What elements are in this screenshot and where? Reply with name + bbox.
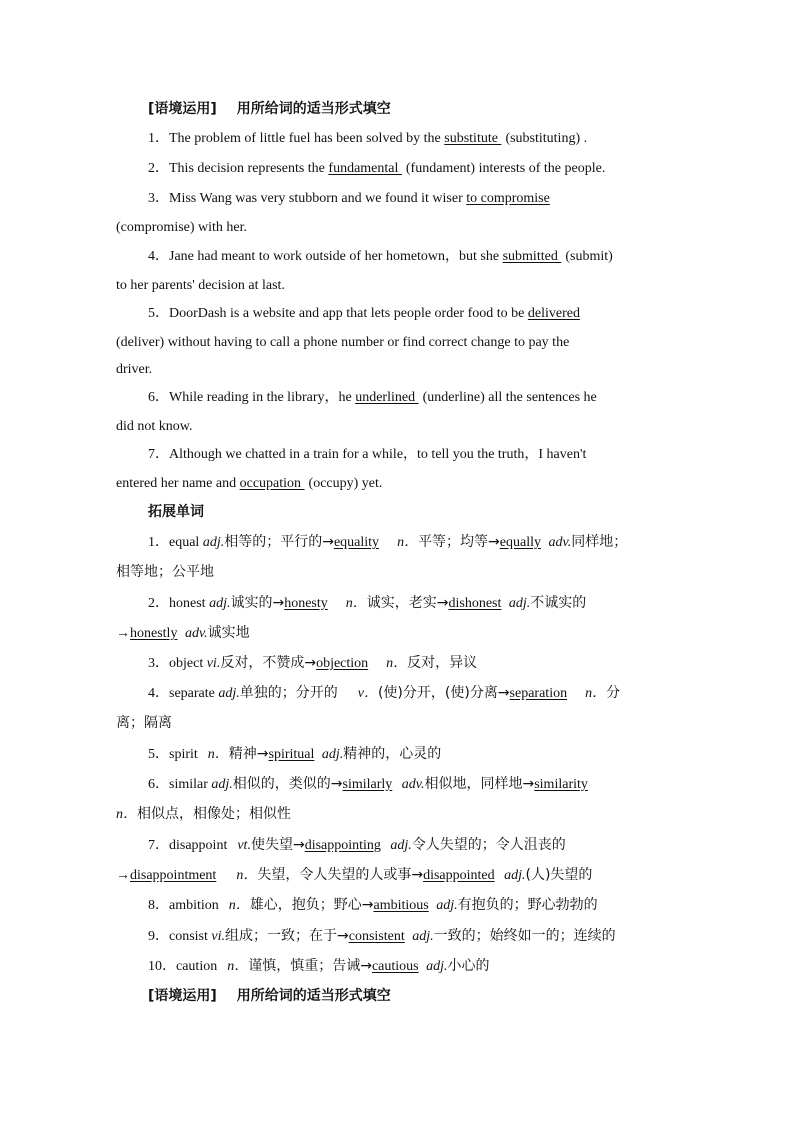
item-text: Jane had meant to work outside of her hometown，but she xyxy=(169,249,503,264)
answer-blank: disappointment xyxy=(130,868,217,883)
definition: 相似点，相像处；相似性 xyxy=(137,806,291,822)
exercise-item-7 xyxy=(148,446,586,464)
exercise-item-4 xyxy=(148,248,613,266)
item-number: 2． xyxy=(148,596,169,611)
exercise-item-6-cont: did not know. xyxy=(116,419,193,434)
item-text: The problem of little fuel has been solved by the xyxy=(169,131,445,146)
definition: (使)分开，(使)分离→ xyxy=(377,685,510,701)
answer-blank: to compromise xyxy=(466,191,550,206)
part-of-speech: n． xyxy=(228,898,250,913)
item-text: entered her name and xyxy=(116,476,240,491)
item-text: This decision represents the xyxy=(169,161,329,176)
item-number: 9． xyxy=(148,929,169,944)
definition: 失望，令人失望的人或事→ xyxy=(257,867,424,883)
exercise-item-2 xyxy=(148,160,605,178)
definition: 组成；一致；在于→ xyxy=(225,928,349,944)
answer-blank: occupation xyxy=(239,476,305,491)
part-of-speech: n． xyxy=(397,535,419,550)
part-of-speech: n． xyxy=(116,807,137,822)
headword: ambition xyxy=(169,898,219,913)
item-number: 7． xyxy=(148,838,169,853)
answer-blank: submitted xyxy=(502,249,562,264)
headword: object xyxy=(169,656,204,671)
section-header-context xyxy=(148,100,391,118)
definition: 反对，不赞成→ xyxy=(220,655,317,671)
part-of-speech: vi. xyxy=(206,656,221,671)
word-family-item-6 xyxy=(148,775,594,794)
definition: 小心的 xyxy=(447,958,490,974)
definition: 反对，异议 xyxy=(407,655,478,671)
answer-blank: delivered xyxy=(527,306,580,321)
answer-blank: consistent xyxy=(348,929,405,944)
item-number: 6． xyxy=(148,777,169,792)
part-of-speech: adj. xyxy=(508,596,531,611)
headword: honest xyxy=(169,596,206,611)
word-family-item-4-cont: 离；隔离 xyxy=(116,715,172,731)
item-number: 10． xyxy=(148,959,176,974)
word-family-item-10 xyxy=(148,957,490,976)
section-header-task: 用所给词的适当形式填空 xyxy=(236,101,391,117)
word-family-item-9 xyxy=(148,927,616,946)
definition: 精神的，心灵的 xyxy=(343,746,442,762)
exercise-item-7-cont xyxy=(116,475,382,493)
answer-blank: equally xyxy=(499,535,542,550)
word-family-item-3 xyxy=(148,654,477,673)
definition: 有抱负的；野心勃勃的 xyxy=(457,897,598,913)
item-number: 8． xyxy=(148,898,169,913)
answer-blank: underlined xyxy=(355,390,419,405)
part-of-speech: adj. xyxy=(426,959,448,974)
part-of-speech: vi. xyxy=(211,929,225,944)
exercise-item-4-cont: to her parents' decision at last. xyxy=(116,278,285,293)
headword: consist xyxy=(169,929,208,944)
arrow: → xyxy=(116,868,130,883)
item-number: 3． xyxy=(148,191,169,206)
item-number: 1． xyxy=(148,535,169,550)
part-of-speech: adv. xyxy=(184,626,208,641)
item-number: 4． xyxy=(148,686,169,701)
part-of-speech: adj. xyxy=(211,777,233,792)
part-of-speech: n． xyxy=(585,686,607,701)
definition: 同样地； xyxy=(571,534,628,550)
item-number: 5． xyxy=(148,306,169,321)
definition: 不诚实的 xyxy=(530,595,587,611)
item-number: 5． xyxy=(148,747,169,762)
part-of-speech: n． xyxy=(345,596,367,611)
section-header-bracket: [语境运用] xyxy=(148,988,217,1004)
answer-blank: equality xyxy=(333,535,380,550)
definition: 诚实，老实→ xyxy=(366,595,449,611)
exercise-item-5-cont2: driver. xyxy=(116,362,153,377)
headword: separate xyxy=(169,686,215,701)
exercise-item-5-cont: (deliver) without having to call a phone number or find correct change to pay the xyxy=(116,335,570,350)
part-of-speech: vt. xyxy=(237,838,251,853)
word-family-item-7-cont xyxy=(116,866,592,885)
part-of-speech: v． xyxy=(357,686,378,701)
definition: 相等的；平行的→ xyxy=(224,534,334,550)
part-of-speech: adj. xyxy=(218,686,240,701)
answer-blank: objection xyxy=(316,656,369,671)
section-header-task: 用所给词的适当形式填空 xyxy=(236,988,391,1004)
section-header-bracket: [语境运用] xyxy=(148,101,217,117)
word-family-item-1 xyxy=(148,533,627,552)
item-text: Miss Wang was very stubborn and we found it wiser xyxy=(169,191,467,206)
answer-blank: separation xyxy=(509,686,568,701)
item-number: 2． xyxy=(148,161,169,176)
definition: (人)失望的 xyxy=(525,867,593,883)
answer-blank: substitute xyxy=(444,131,502,146)
answer-blank: disappointing xyxy=(304,838,381,853)
definition: 相似的，类似的→ xyxy=(232,776,343,792)
arrow: → xyxy=(116,626,130,641)
item-text: (underline) all the sentences he xyxy=(422,390,597,405)
part-of-speech: adj. xyxy=(321,747,344,762)
word-family-item-7 xyxy=(148,836,566,855)
answer-blank: ambitious xyxy=(373,898,429,913)
part-of-speech: adj. xyxy=(412,929,434,944)
answer-blank: dishonest xyxy=(448,596,502,611)
definition: 精神→ xyxy=(228,746,269,762)
item-number: 3． xyxy=(148,656,169,671)
word-family-item-2 xyxy=(148,594,586,613)
part-of-speech: n． xyxy=(227,959,249,974)
definition: 单独的；分开的 xyxy=(239,685,338,701)
answer-blank: cautious xyxy=(371,959,419,974)
part-of-speech: adj. xyxy=(390,838,412,853)
definition: 令人失望的；令人沮丧的 xyxy=(411,837,566,853)
word-family-item-5 xyxy=(148,745,441,764)
exercise-item-1 xyxy=(148,130,587,148)
definition: 谨慎，慎重；告诫→ xyxy=(248,958,372,974)
section-header-word-family: 拓展单词 xyxy=(148,504,204,520)
answer-blank: fundamental xyxy=(328,161,402,176)
definition: 分 xyxy=(606,685,621,701)
exercise-item-6 xyxy=(148,389,597,407)
part-of-speech: n． xyxy=(386,656,408,671)
item-text: DoorDash is a website and app that lets people order food to be xyxy=(169,306,528,321)
item-number: 7． xyxy=(148,447,169,462)
item-text: (fundament) interests of the people. xyxy=(405,161,606,176)
definition: 使失望→ xyxy=(250,837,305,853)
part-of-speech: n． xyxy=(236,868,258,883)
headword: equal xyxy=(169,535,200,550)
definition: 雄心，抱负；野心→ xyxy=(249,897,374,913)
definition: 一致的；始终如一的；连续的 xyxy=(433,928,616,944)
word-family-item-8 xyxy=(148,896,598,915)
definition: 诚实的→ xyxy=(230,595,285,611)
answer-blank: honestly xyxy=(130,626,178,641)
part-of-speech: adv. xyxy=(401,777,425,792)
item-number: 1． xyxy=(148,131,169,146)
item-number: 6． xyxy=(148,390,169,405)
definition: 诚实地 xyxy=(207,625,250,641)
item-text: While reading in the library，he xyxy=(169,390,356,405)
word-family-item-4 xyxy=(148,684,620,703)
part-of-speech: adj. xyxy=(504,868,526,883)
exercise-item-5 xyxy=(148,305,584,323)
headword: caution xyxy=(176,959,218,974)
section-header-context-2 xyxy=(148,987,391,1005)
part-of-speech: n． xyxy=(207,747,229,762)
headword: similar xyxy=(169,777,208,792)
item-text: Although we chatted in a train for a while，to tell you the truth，I haven't xyxy=(169,447,587,462)
answer-blank: disappointed xyxy=(423,868,495,883)
exercise-item-3-cont: (compromise) with her. xyxy=(116,220,248,235)
headword: spirit xyxy=(169,747,198,762)
item-number: 4． xyxy=(148,249,169,264)
answer-blank: similarity xyxy=(534,777,588,792)
definition: 相似地，同样地→ xyxy=(424,776,535,792)
headword: disappoint xyxy=(169,838,228,853)
part-of-speech: adv. xyxy=(548,535,572,550)
item-text: (substituting) . xyxy=(505,131,588,146)
definition: 平等；均等→ xyxy=(418,534,500,550)
item-text: (submit) xyxy=(565,249,613,264)
item-text: (occupy) yet. xyxy=(308,476,383,491)
word-family-item-6-cont xyxy=(116,805,291,824)
exercise-item-3 xyxy=(148,190,564,208)
answer-blank: spiritual xyxy=(268,747,315,762)
part-of-speech: adj. xyxy=(436,898,458,913)
word-family-item-2-cont xyxy=(116,624,250,643)
word-family-item-1-cont: 相等地；公平地 xyxy=(116,564,214,580)
answer-blank: honesty xyxy=(284,596,328,611)
answer-blank: similarly xyxy=(342,777,393,792)
part-of-speech: adj. xyxy=(202,535,225,550)
part-of-speech: adj. xyxy=(209,596,231,611)
